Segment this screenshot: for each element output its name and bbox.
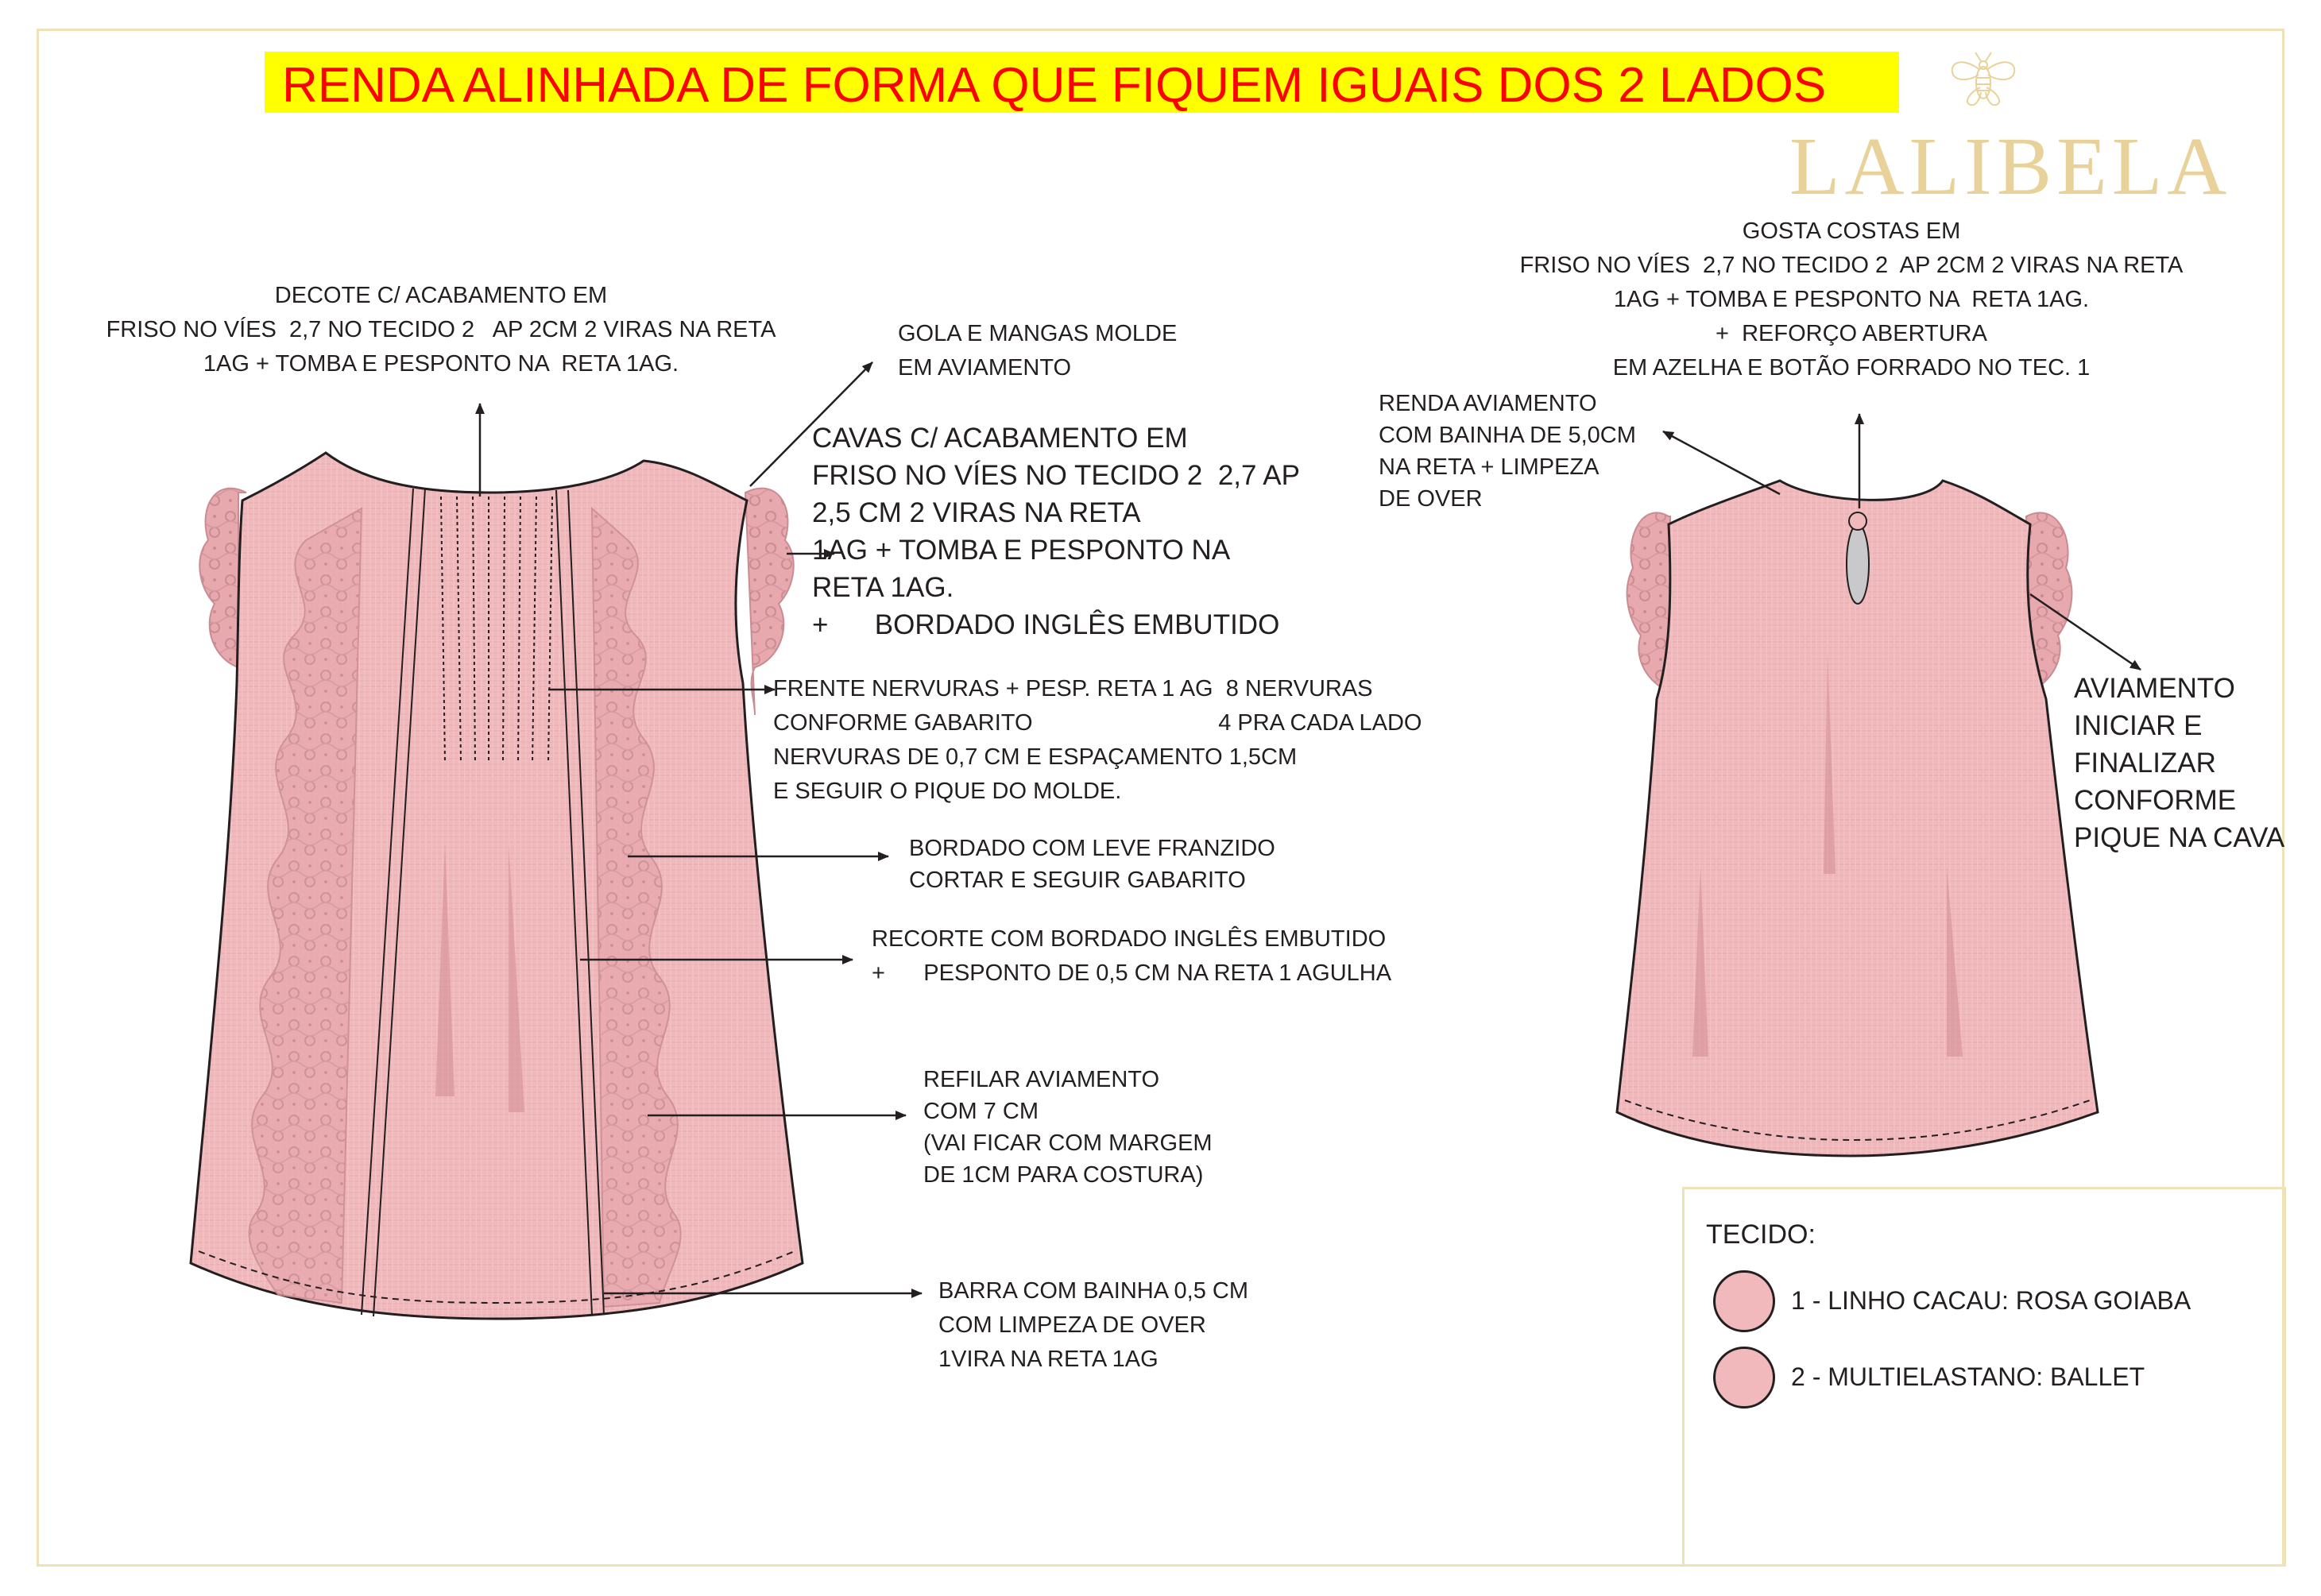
legend-item-1: 1 - LINHO CACAU: ROSA GOIABA	[1791, 1286, 2191, 1315]
back-garment	[1617, 481, 2098, 1156]
note-back-neck: GOSTA COSTAS EM FRISO NO VÍES 2,7 NO TECIDO 2 AP 2CM 2 VIRAS NA RETA 1AG + TOMBA E PESPONTO NA RETA 1AG. + REFORÇO ABERTURA EM AZELHA E BOTÃO FORRADO NO TEC. 1	[1519, 218, 2184, 381]
legend-item-2: 2 - MULTIELASTANO: BALLET	[1791, 1362, 2145, 1391]
note-cutout: RECORTE COM BORDADO INGLÊS EMBUTIDO + PESPONTO DE 0,5 CM NA RETA 1 AGULHA	[872, 926, 1392, 986]
note-pleats: FRENTE NERVURAS + PESP. RETA 1 AG 8 NERVURAS CONFORME GABARITO 4 PRA CADA LADO NERVURAS DE 0,7 CM E ESPAÇAMENTO 1,5CM E SEGUIR O PIQUE DO MOLDE.	[773, 676, 1422, 804]
front-garment	[191, 453, 803, 1319]
note-neckline: DECOTE C/ ACABAMENTO EM FRISO NO VÍES 2,7 NO TECIDO 2 AP 2CM 2 VIRAS NA RETA 1AG + TOMBA E PESPONTO NA RETA 1AG.	[106, 283, 776, 377]
back-keyhole	[1847, 524, 1869, 604]
fabric-legend	[1682, 1187, 2286, 1567]
fabric-swatch-2	[1713, 1347, 1775, 1409]
fabric-swatch-1	[1713, 1270, 1775, 1332]
legend-title: TECIDO:	[1706, 1219, 1816, 1250]
arrow-lace-trim	[1663, 431, 1780, 494]
back-button	[1849, 512, 1866, 530]
note-trim: REFILAR AVIAMENTO COM 7 CM (VAI FICAR COM MARGEM DE 1CM PARA COSTURA)	[923, 1067, 1213, 1188]
brand-logo: LALIBELA	[1789, 121, 2232, 212]
note-hem: BARRA COM BAINHA 0,5 CM COM LIMPEZA DE OVER 1VIRA NA RETA 1AG	[938, 1278, 1248, 1372]
note-embroidery: BORDADO COM LEVE FRANZIDO CORTAR E SEGUIR GABARITO	[909, 836, 1275, 893]
note-sleeve-trim: AVIAMENTO INICIAR E FINALIZAR CONFORME PIQUE NA CAVA	[2074, 673, 2285, 853]
note-armholes: CAVAS C/ ACABAMENTO EM FRISO NO VÍES NO TECIDO 2 2,7 AP 2,5 CM 2 VIRAS NA RETA 1AG + TOMBA E PESPONTO NA RETA 1AG. + BORDADO INGLÊS EMBUTIDO	[812, 423, 1300, 640]
note-lace-trim: RENDA AVIAMENTO COM BAINHA DE 5,0CM NA RETA + LIMPEZA DE OVER	[1379, 391, 1636, 512]
note-collar-sleeves: GOLA E MANGAS MOLDE EM AVIAMENTO	[898, 321, 1178, 381]
banner-text: RENDA ALINHADA DE FORMA QUE FIQUEM IGUAIS DOS 2 LADOS	[282, 58, 1827, 113]
